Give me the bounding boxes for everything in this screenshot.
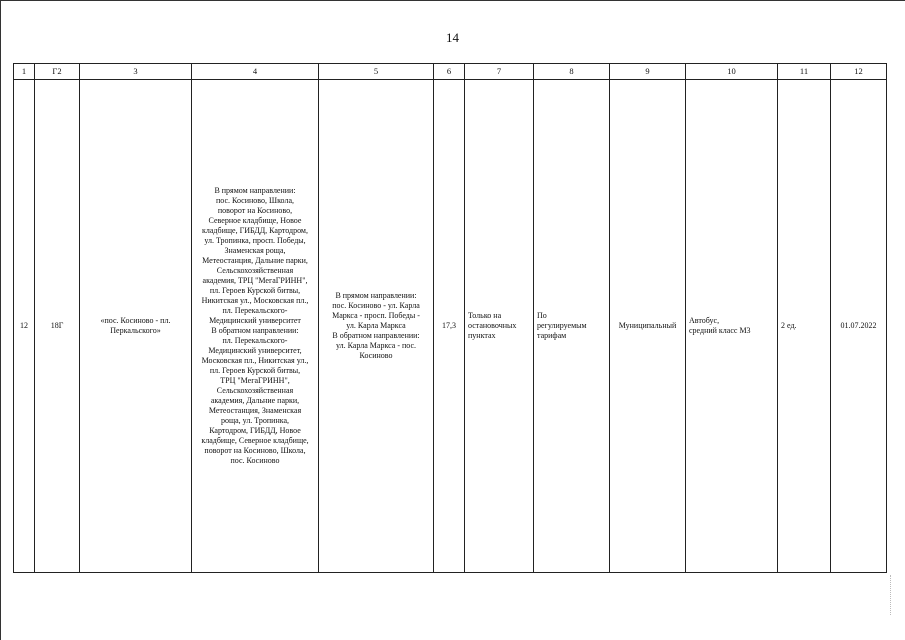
column-header-11: 11 [778,64,831,80]
route-code-cell: 18Г [35,80,80,573]
streets-list-cell: В прямом направлении: пос. Косиново - ул. Карла Маркса - просп. Победы - ул. Карла Маркса В обратном направлении: ул. Карла Маркса - пос. Косиново [319,80,434,573]
start-date-cell: 01.07.2022 [831,80,887,573]
table-row [14,80,887,573]
vehicle-class-cell: Автобус, средний класс М3 [686,80,778,573]
ownership-type-cell: Муниципальный [610,80,686,573]
column-header-4: 4 [192,64,319,80]
stops-list-cell: В прямом направлении: пос. Косиново, Школа, поворот на Косиново, Северное кладбище, Новое кладбище, ГИБДД, Картодром, ул. Тропинка, просп. Победы, Знаменская роща, Метеостанция, Дальние парки, Сельскохозяйственная академия, ТРЦ "МегаГРИНН", пл. Героев Курской битвы, Никитская ул., Московская пл., пл. Перекальского- Медицинский университет В обратном направлении: пл. Перекальского- Медицинский университет, Московская пл., Никитская ул., пл. Героев Курской битвы, ТРЦ "МегаГРИНН", Сельскохозяйственная академия, Дальние парки, Метеостанция, Знаменская роща, ул. Тропинка, Картодром, ГИБДД, Новое кладбище, Северное кладбище, поворот на Косиново, Школа, пос. Косиново [192,80,319,573]
column-header-12: 12 [831,64,887,80]
boarding-procedure-cell: Только на остановочных пунктах [465,80,534,573]
scan-edge-mark [888,575,891,615]
route-number-cell: 12 [14,80,35,573]
page-number: 14 [446,30,459,45]
column-header-3: 3 [80,64,192,80]
route-table [13,63,887,573]
column-header-1: 1 [14,64,35,80]
column-header-2: Г2 [35,64,80,80]
column-header-8: 8 [534,64,610,80]
header-row [14,64,887,80]
column-header-7: 7 [465,64,534,80]
vehicle-count-cell: 2 ед. [778,80,831,573]
column-header-6: 6 [434,64,465,80]
route-length-cell: 17,3 [434,80,465,573]
column-header-10: 10 [686,64,778,80]
route-name-cell: «пос. Косиново - пл. Перкальского» [80,80,192,573]
column-header-9: 9 [610,64,686,80]
tariff-type-cell: По регулируемым тарифам [534,80,610,573]
column-header-5: 5 [319,64,434,80]
